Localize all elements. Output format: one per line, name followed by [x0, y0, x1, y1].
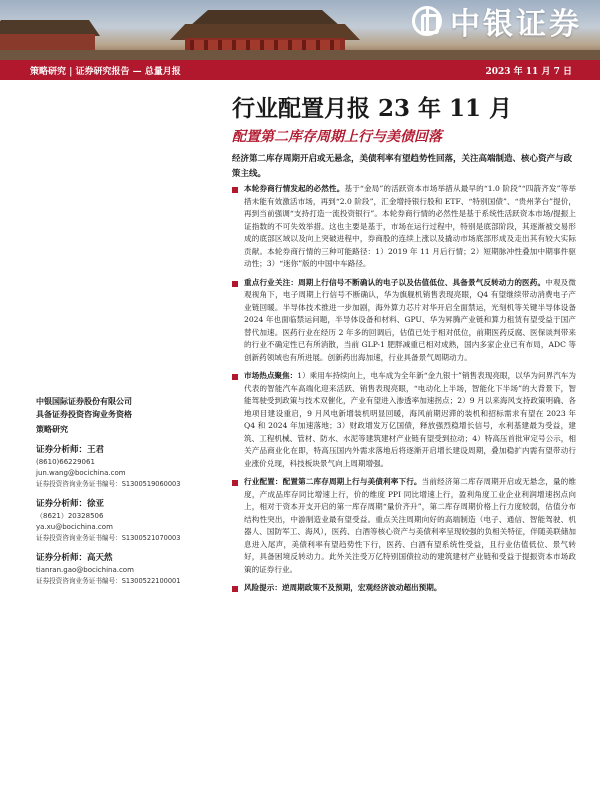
lead-summary: 经济第二库存周期开启或无悬念，美债利率有望趋势性回落，关注高端制造、核心资产与政策主线。	[232, 154, 573, 179]
analyst-certificate: 证券投资咨询业务证书编号：S1300521070003	[36, 534, 181, 542]
header-banner	[0, 0, 600, 60]
analyst-certificate: 证券投资咨询业务证书编号：S1300519060003	[36, 480, 181, 488]
key-points	[232, 183, 576, 601]
key-point-heading: 行业配置：配置第二库存周期上行与美债利率下行。	[244, 477, 422, 486]
key-point-body: 中观及微观视角下，电子周期上行信号不断确认，华为旗舰机销售表现亮眼，Q4 有望继续带动消费电子产业链回暖。半导体技术推进一步加剧，海外算力芯片对华开启全面禁运，光刻机等关键半导体设备 2024 年也面临禁运问题，半导体设备和材料、GPU、华为昇腾产业链和算力租赁有望受益于国产替代加速。医药行业在经历 2 年多的回调后，估值已处于相对低位，前期医药反腐、医保谈判带来的行业不确定性已有所消散，当前 GLP-1 肥胖减重已相对成熟，国内多家企业已有布局，ADC 等创新药领域也有所进展。创新药出海加速，行业具备景气周期动力。	[244, 277, 576, 362]
key-point-body: 基于“金局”的活跃资本市场举措从最早的“1.0 阶段”“四箭齐发”等举措未能有效激活市场，再到“2.0 阶段”，汇金增持银行股和 ETF、“特别国债”、“贵州茅台”提价，再到当前强调“支持打造一流投资银行”。本轮券商行情的必然性是基于系统性活跃资本市场/提振上证指数的不可失效举措。这也主要是基于，市场在运行过程中，特别是底部阶段，其逐渐被交易形成的底部区域以及向上突破进程中，券商股的连续上涨以及撬动市场底部形成及走出其有较大实际贡献。本轮券商行情的三种可能路径：1）2019 年 11 月后行情；2）短期脉冲性叠加中期事件驱动性；3）“迷你”版的中国中车路径。	[244, 184, 576, 268]
key-point-body: 1）乘用车持续向上，电车成为全年新“金九银十”销售表现亮眼，以华为问界汽车为代表的智能汽车高端化迎来活跃、销售表现亮眼，“电动化上半场，智能化下半场”的大背景下，智能驾驶受到政策与技术双催化，产业有望进入渗透率加速拐点；2）9 月以来海风支持政策明确、各地项目建设重启，9 月风电新增装机明显回暖，海风前期迟滞的装机和招标需求有望在 2023 年 Q4 和 2024 年加速落地；3）财政增发万亿国债，释放强烈稳增长信号，水利基建最为受益，建筑、工程机械、管材、防水、水泥等建筑建材产业链有望受到拉动；4）特高压首批审定号公示，相关产品商业化在即，特高压国内外需求落地后将逐渐开启增长建设周期，叠加稳扩内需有望带动行业涨价兑现，科技板块景气向上周期增强。	[244, 371, 577, 468]
analyst-name: 证券分析师：徐亚	[36, 499, 105, 509]
key-point	[232, 277, 576, 365]
key-point-body: 当前经济第二库存周期开启或无悬念，量的维度，产成品库存同比增速上行，价的维度 PPI 同比增速上行，盈利角度工业企业利润增速拐点向上，相对于资本开支开启的第一库存周期“量价齐升”，第二库存周期价格上行力度较弱，估值分布结构性突出，中游制造业最有望受益。重点关注周期向好的高端制造（电子、通信、智能驾驶、机器人、国防军工、海风），医药、白酒等核心资产与美债利率呈现较强的负相关特征，伴随美联储加息进入尾声，美债利率有望趋势性下行，医药、白酒有望系统性受益，且行业估值低位、景气转好，具备困境反转动力。此外关注受万亿特别国债拉动的建筑建材产业链和受益于提振资本市场政策的证券行业。	[244, 477, 577, 574]
report-subtitle: 配置第二库存周期上行与美债回落	[232, 129, 442, 145]
ground-image	[0, 50, 600, 60]
company-name: 中银国际证券股份有限公司	[36, 396, 132, 406]
palace-roof-image	[190, 6, 340, 26]
risk-warning-text: 风险提示：逆周期政策不及预期，宏观经济波动超出预期。	[244, 583, 442, 592]
company-info	[36, 395, 216, 587]
boc-logo-icon	[412, 6, 442, 36]
bullet-square-icon	[232, 374, 238, 380]
company-qualification: 具备证券投资咨询业务资格	[36, 409, 132, 419]
analyst-name: 证券分析师：王君	[36, 445, 105, 455]
report-breadcrumb: 策略研究 | 证券研究报告 — 总量月报	[30, 66, 181, 77]
key-point	[232, 183, 576, 271]
bullet-square-icon	[232, 281, 238, 287]
key-point-heading: 市场热点聚焦：	[244, 371, 298, 380]
key-point-heading: 重点行业关注：周期上行信号不断确认的电子以及估值低位、具备景气反转动力的医药。	[244, 277, 546, 287]
analyst-email[interactable]: tianran.gao@bocichina.com	[36, 566, 134, 574]
report-title: 行业配置月报 23 年 11 月	[232, 95, 513, 122]
brand-name: 中银证券	[450, 7, 582, 42]
report-date: 2023 年 11 月 7 日	[485, 66, 572, 77]
key-point	[232, 370, 576, 470]
key-point	[232, 476, 576, 576]
bullet-square-icon	[232, 586, 238, 592]
brand-logo	[412, 4, 582, 42]
risk-warning	[232, 582, 576, 595]
analyst-email[interactable]: ya.xu@bocichina.com	[36, 523, 113, 531]
bullet-square-icon	[232, 187, 238, 193]
analyst-phone: （8621）20328506	[36, 512, 104, 520]
report-category-band	[0, 60, 600, 80]
department-name: 策略研究	[36, 424, 68, 434]
analyst-email[interactable]: jun.wang@bocichina.com	[36, 469, 126, 477]
key-point-heading: 本轮券商行情发起的必然性。	[244, 184, 345, 193]
analyst-phone: (8610)66229061	[36, 458, 95, 466]
analyst-certificate: 证券投资咨询业务证书编号：S1300522100001	[36, 577, 181, 585]
bullet-square-icon	[232, 480, 238, 486]
analyst-name: 证券分析师：高天然	[36, 553, 113, 563]
